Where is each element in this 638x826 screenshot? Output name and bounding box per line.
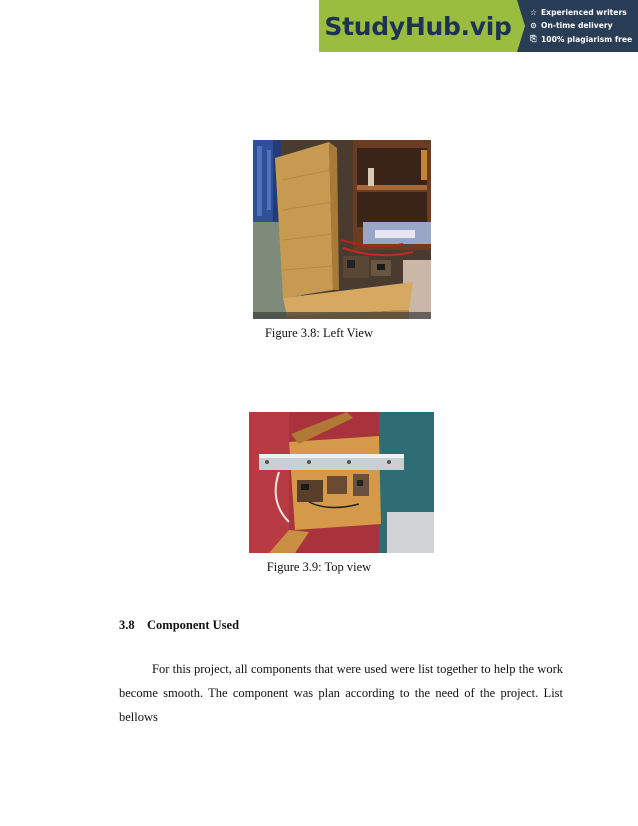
figure-3-9-photo [249,412,434,553]
figure-3-9-caption: Figure 3.9: Top view [266,560,372,574]
document-check-icon: ⎘ [530,34,537,43]
body-paragraph: For this project, all components that were used were list together to help the work become smooth. The component was plan according to the need of the project. List bellows [119,662,563,724]
figure-3-8-photo [253,140,431,319]
feature-label: Experienced writers [541,8,627,17]
feature-on-time-delivery [529,21,638,30]
feature-label: 100% plagiarism free [541,34,633,44]
section-heading [119,618,239,633]
section-number: 3.8 [119,618,135,632]
banner-features [517,0,638,52]
clock-icon: ⊙ [530,21,537,30]
studyhub-banner[interactable] [319,0,638,52]
section-title: Component Used [147,618,240,632]
logo-text: StudyHub.vip [324,11,512,41]
feature-label: On-time delivery [541,21,613,30]
studyhub-logo[interactable] [319,0,517,52]
feature-plagiarism-free [529,34,638,44]
star-outline-icon: ☆ [529,8,538,17]
figure-3-8-caption: Figure 3.8: Left View [264,326,374,340]
feature-experienced-writers [529,8,638,17]
